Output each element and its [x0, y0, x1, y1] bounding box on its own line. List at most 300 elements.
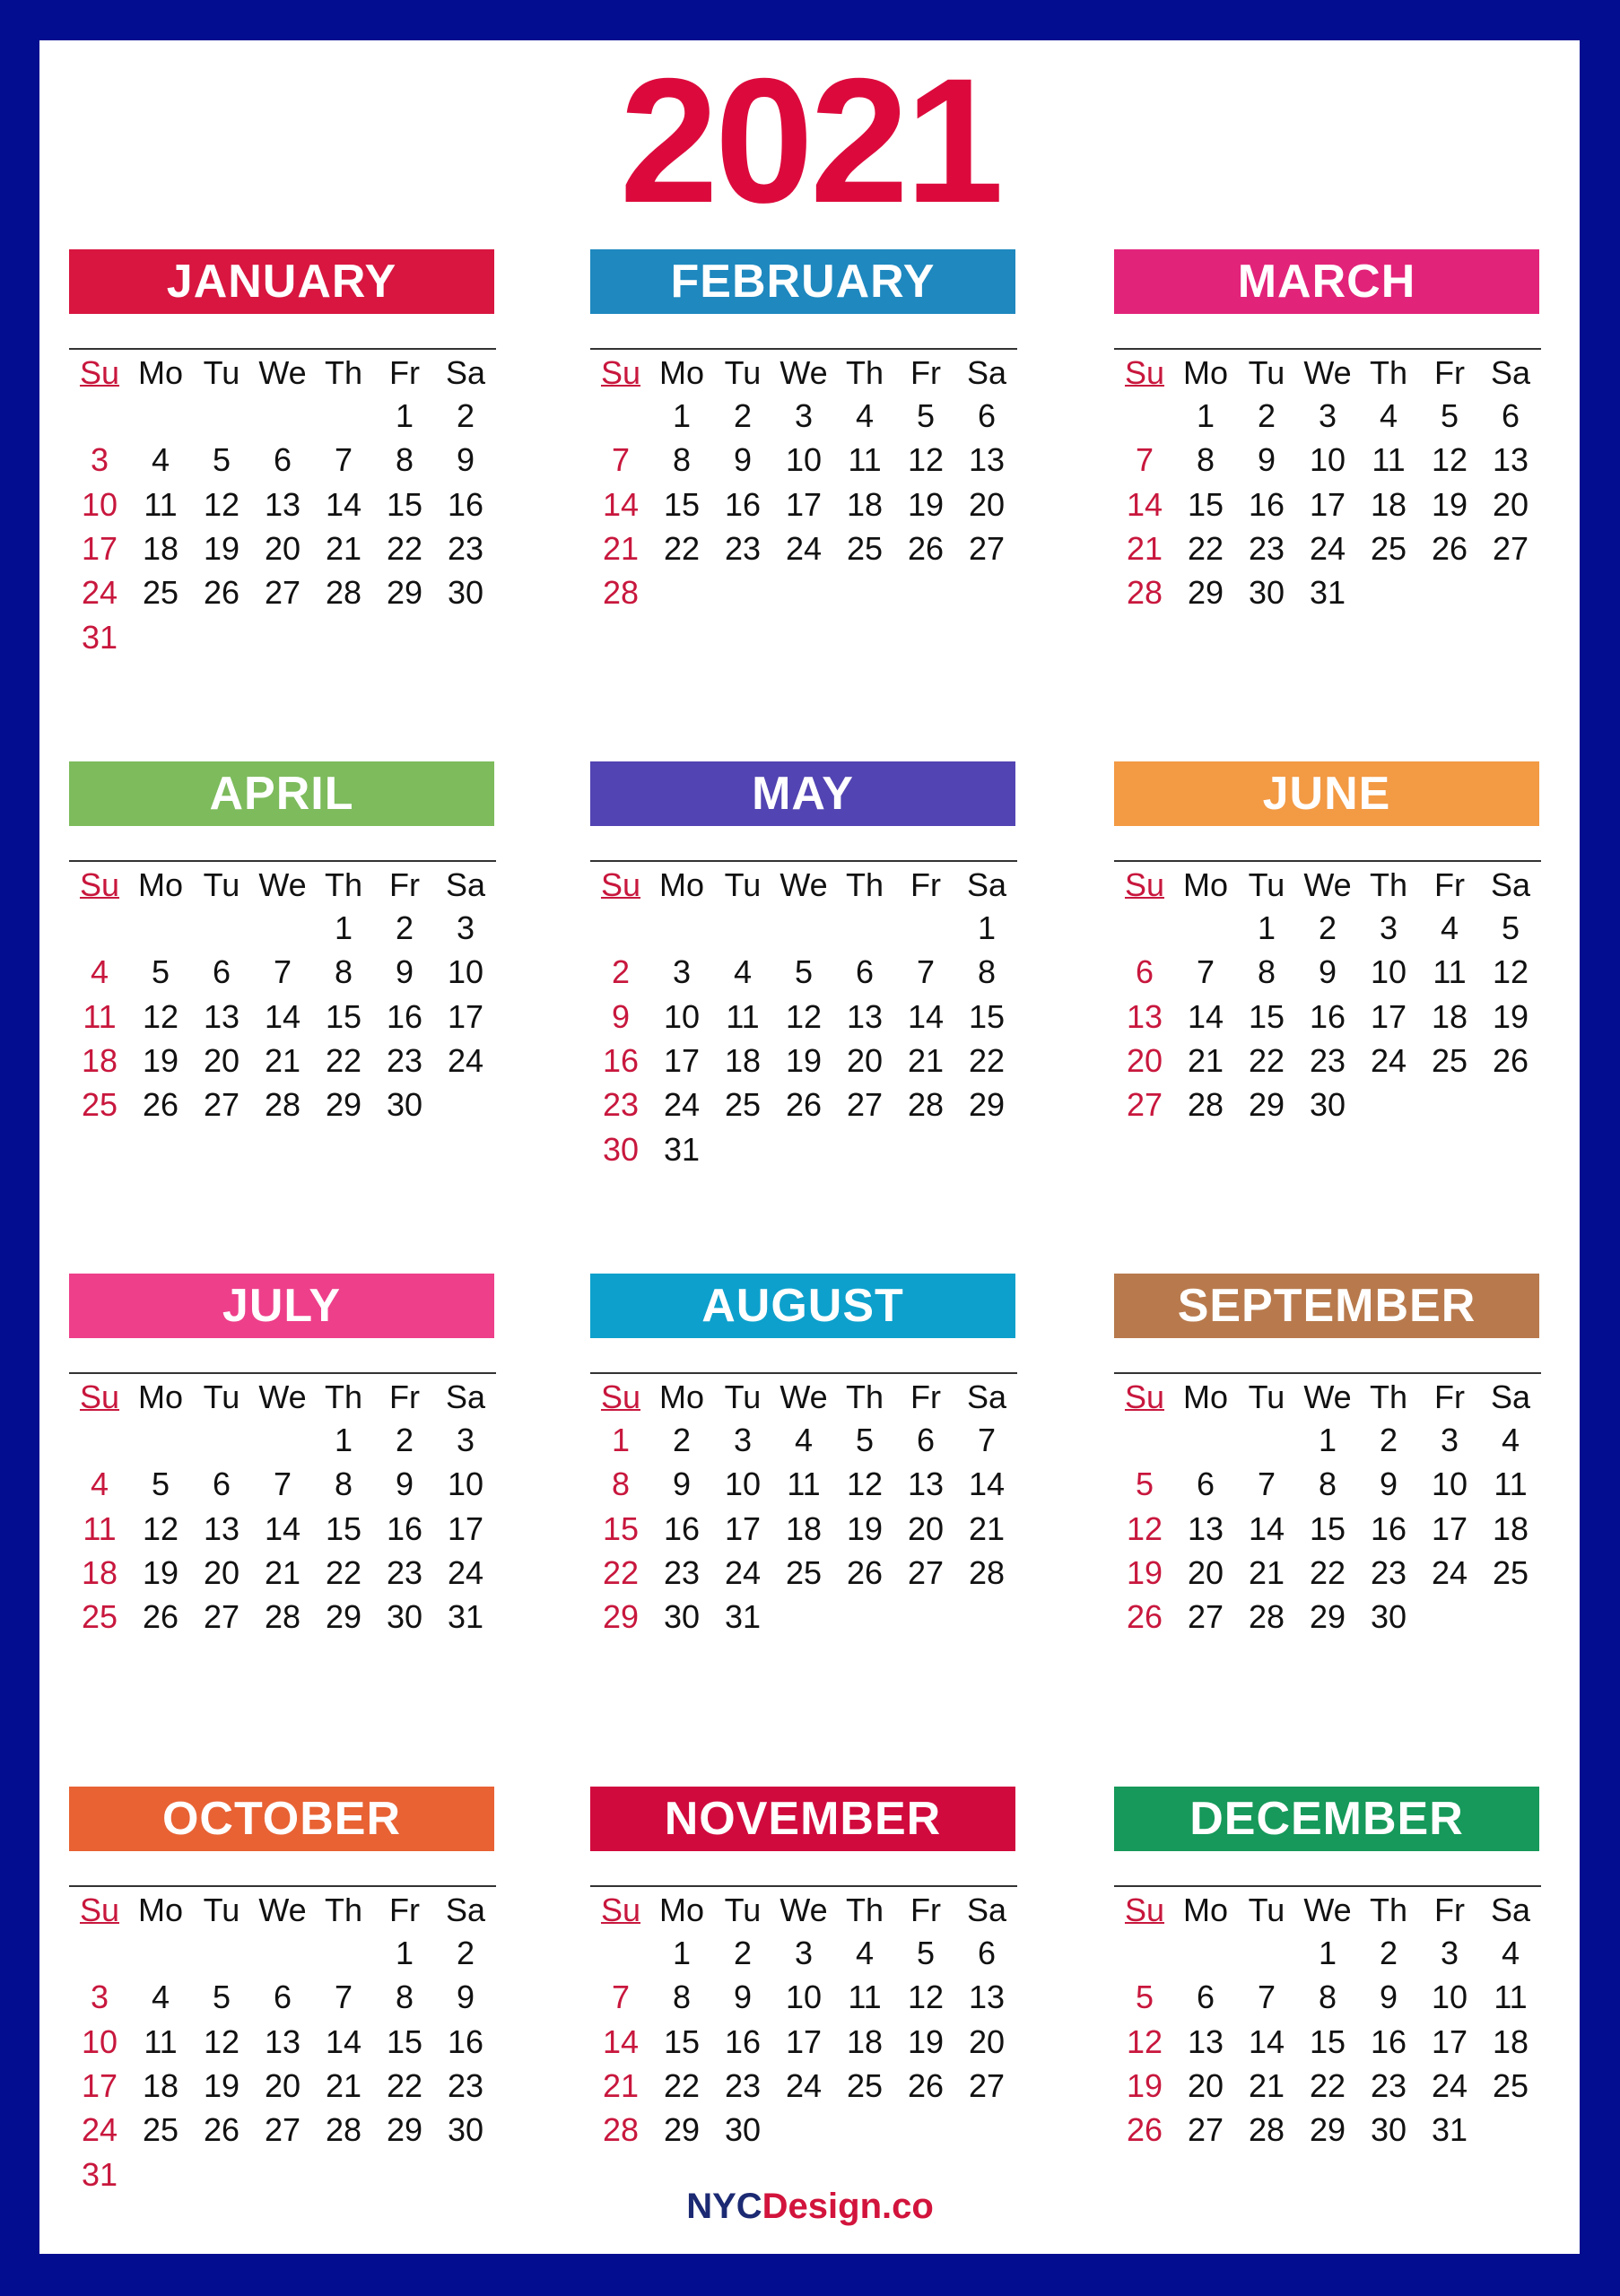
- day-cell: 13: [264, 485, 301, 523]
- day-cell: 20: [968, 2022, 1006, 2060]
- day-cell: 26: [1126, 1598, 1163, 1636]
- weekday-label: Sa: [445, 1892, 486, 1928]
- day-cell: 7: [1135, 441, 1154, 479]
- day-cell: 1: [977, 909, 997, 946]
- weekday-label: Mo: [1182, 354, 1228, 391]
- day-cell: 10: [663, 997, 701, 1035]
- weekday-label: We: [780, 354, 828, 391]
- weekday-rule: [590, 860, 1017, 862]
- day-cell: 17: [785, 485, 823, 523]
- day-cell: 9: [1257, 441, 1276, 479]
- day-cell: 26: [1492, 1041, 1529, 1079]
- weekday-label: Mo: [658, 1892, 704, 1928]
- day-cell: 3: [1440, 1422, 1459, 1458]
- day-cell: 5: [1501, 909, 1520, 946]
- day-cell: 15: [386, 2022, 423, 2060]
- day-cell: 18: [1492, 2022, 1529, 2060]
- day-cell: 30: [1370, 1598, 1407, 1636]
- weekday-label: Su: [1124, 1892, 1165, 1928]
- day-cell: 28: [602, 2111, 640, 2149]
- day-cell: 14: [968, 1465, 1006, 1503]
- day-cell: 30: [1309, 1086, 1346, 1124]
- day-cell: 2: [1379, 1422, 1398, 1458]
- day-cell: 13: [968, 1979, 1006, 2016]
- weekday-label: Tu: [1248, 866, 1285, 903]
- day-cell: 19: [1431, 485, 1468, 523]
- day-cell: 2: [395, 1422, 414, 1458]
- weekday-label: Mo: [658, 354, 704, 391]
- month-june: [1114, 761, 1541, 1246]
- day-cell: 18: [785, 1509, 823, 1547]
- day-cell: 2: [456, 397, 475, 434]
- day-cell: 11: [848, 1979, 882, 2016]
- day-cell: 23: [724, 2066, 762, 2104]
- day-cell: 30: [447, 2111, 484, 2149]
- weekday-label: Th: [845, 354, 884, 391]
- day-cell: 31: [663, 1130, 701, 1168]
- day-cell: 1: [672, 397, 692, 434]
- day-cell: 10: [1431, 1465, 1468, 1503]
- day-cell: 25: [1431, 1041, 1468, 1079]
- day-cell: 28: [325, 2111, 362, 2149]
- day-cell: 21: [1126, 529, 1163, 567]
- day-cell: 22: [1309, 1553, 1346, 1591]
- weekday-label: Th: [1369, 1378, 1407, 1415]
- day-cell: 25: [785, 1553, 823, 1591]
- month-banner: SEPTEMBER: [1114, 1274, 1539, 1338]
- day-cell: 30: [663, 1598, 701, 1636]
- day-cell: 28: [968, 1553, 1006, 1591]
- month-banner: FEBRUARY: [590, 249, 1015, 314]
- day-cell: 23: [1309, 1041, 1346, 1079]
- day-cell: 24: [447, 1041, 484, 1079]
- day-cell: 27: [846, 1086, 884, 1124]
- day-cell: 27: [264, 574, 301, 612]
- day-cell: 8: [611, 1465, 631, 1503]
- day-cell: 29: [968, 1086, 1006, 1124]
- month-july: [69, 1274, 496, 1758]
- day-cell: 18: [142, 529, 179, 567]
- day-cell: 31: [81, 2155, 118, 2193]
- day-cell: 25: [724, 1086, 762, 1124]
- day-cell: 26: [203, 2111, 240, 2149]
- day-cell: 16: [386, 997, 423, 1035]
- day-cell: 15: [663, 2022, 701, 2060]
- day-cell: 27: [1187, 2111, 1224, 2149]
- day-cell: 24: [81, 2111, 118, 2149]
- day-cell: 9: [456, 441, 475, 479]
- weekday-rule: [69, 1372, 496, 1374]
- day-cell: 9: [1318, 953, 1337, 991]
- day-cell: 20: [968, 485, 1006, 523]
- month-january: [69, 249, 496, 734]
- day-cell: 2: [1257, 397, 1276, 434]
- day-cell: 11: [144, 485, 178, 523]
- day-cell: 18: [724, 1041, 762, 1079]
- day-cell: 12: [785, 997, 823, 1035]
- weekday-label: Mo: [658, 1378, 704, 1415]
- day-cell: 7: [1257, 1979, 1276, 2016]
- weekday-label: Mo: [658, 866, 704, 903]
- weekday-label: We: [780, 1378, 828, 1415]
- day-cell: 16: [602, 1041, 640, 1079]
- day-cell: 28: [1248, 2111, 1285, 2149]
- day-cell: 9: [733, 1979, 753, 2016]
- day-cell: 22: [663, 2066, 701, 2104]
- day-cell: 8: [1318, 1979, 1337, 2016]
- brand-part-design: Design.co: [762, 2187, 934, 2226]
- day-cell: 19: [907, 2022, 945, 2060]
- weekday-label: Tu: [724, 1378, 762, 1415]
- day-cell: 29: [325, 1086, 362, 1124]
- day-cell: 1: [395, 397, 414, 434]
- day-cell: 20: [1492, 485, 1529, 523]
- day-cell: 31: [724, 1598, 762, 1636]
- day-cell: 25: [142, 2111, 179, 2149]
- day-cell: 17: [1370, 997, 1407, 1035]
- day-cell: 9: [1379, 1465, 1398, 1503]
- day-cell: 23: [602, 1086, 640, 1124]
- day-cell: 13: [1187, 2022, 1224, 2060]
- day-cell: 14: [1248, 1509, 1285, 1547]
- month-may: [590, 761, 1017, 1246]
- weekday-label: Fr: [910, 1378, 941, 1415]
- day-cell: 6: [1196, 1979, 1215, 2016]
- day-cell: 29: [386, 574, 423, 612]
- weekday-label: We: [1303, 1892, 1352, 1928]
- day-cell: 12: [1492, 953, 1529, 991]
- day-cell: 4: [151, 441, 170, 479]
- day-cell: 29: [1187, 574, 1224, 612]
- day-cell: 14: [602, 2022, 640, 2060]
- day-cell: 5: [151, 953, 170, 991]
- month-banner: MAY: [590, 761, 1015, 826]
- day-cell: 15: [325, 1509, 362, 1547]
- day-cell: 24: [785, 2066, 823, 2104]
- month-banner: DECEMBER: [1114, 1787, 1539, 1851]
- month-banner: OCTOBER: [69, 1787, 494, 1851]
- day-cell: 5: [212, 1979, 231, 2016]
- day-cell: 30: [386, 1086, 423, 1124]
- day-cell: 26: [142, 1086, 179, 1124]
- day-cell: 7: [1196, 953, 1215, 991]
- day-cell: 23: [1370, 1553, 1407, 1591]
- weekday-label: Mo: [137, 354, 183, 391]
- weekday-label: Th: [324, 1892, 362, 1928]
- day-cell: 11: [848, 441, 882, 479]
- day-cell: 16: [663, 1509, 701, 1547]
- weekday-rule: [1114, 1372, 1541, 1374]
- day-cell: 7: [273, 1465, 292, 1503]
- day-cell: 6: [855, 953, 875, 991]
- day-cell: 18: [1492, 1509, 1529, 1547]
- weekday-label: Th: [1369, 354, 1407, 391]
- day-cell: 2: [672, 1422, 692, 1458]
- day-cell: 27: [968, 2066, 1006, 2104]
- weekday-label: Sa: [445, 1378, 486, 1415]
- weekday-rule: [590, 1372, 1017, 1374]
- weekday-label: Sa: [445, 866, 486, 903]
- day-cell: 1: [672, 1935, 692, 1971]
- day-cell: 27: [203, 1086, 240, 1124]
- day-cell: 23: [1248, 529, 1285, 567]
- day-cell: 2: [1318, 909, 1337, 946]
- day-cell: 3: [90, 1979, 109, 2016]
- day-cell: 8: [395, 441, 414, 479]
- day-cell: 20: [907, 1509, 945, 1547]
- day-cell: 3: [794, 397, 814, 434]
- day-cell: 16: [1309, 997, 1346, 1035]
- day-cell: 27: [203, 1598, 240, 1636]
- day-cell: 17: [1431, 2022, 1468, 2060]
- day-cell: 7: [977, 1422, 997, 1458]
- weekday-rule: [590, 1885, 1017, 1887]
- day-cell: 24: [663, 1086, 701, 1124]
- day-cell: 23: [386, 1553, 423, 1591]
- day-cell: 19: [203, 529, 240, 567]
- day-cell: 15: [602, 1509, 640, 1547]
- day-cell: 19: [785, 1041, 823, 1079]
- day-cell: 8: [334, 953, 353, 991]
- day-cell: 19: [846, 1509, 884, 1547]
- weekday-label: We: [258, 1378, 307, 1415]
- day-cell: 25: [81, 1086, 118, 1124]
- day-cell: 20: [1187, 2066, 1224, 2104]
- day-cell: 30: [447, 574, 484, 612]
- day-cell: 11: [83, 1509, 117, 1547]
- day-cell: 12: [203, 485, 240, 523]
- weekday-label: We: [780, 1892, 828, 1928]
- day-cell: 28: [264, 1598, 301, 1636]
- weekday-label: Su: [1124, 866, 1165, 903]
- day-cell: 21: [264, 1041, 301, 1079]
- day-cell: 1: [611, 1422, 631, 1458]
- day-cell: 11: [83, 997, 117, 1035]
- weekday-label: Sa: [966, 866, 1007, 903]
- weekday-label: Fr: [389, 1892, 420, 1928]
- day-cell: 5: [1135, 1979, 1154, 2016]
- weekday-label: Fr: [1434, 866, 1465, 903]
- day-cell: 4: [151, 1979, 170, 2016]
- day-cell: 12: [1126, 1509, 1163, 1547]
- day-cell: 3: [1379, 909, 1398, 946]
- day-cell: 3: [456, 1422, 475, 1458]
- day-cell: 4: [1501, 1935, 1520, 1971]
- day-cell: 26: [907, 529, 945, 567]
- weekday-label: Th: [1369, 1892, 1407, 1928]
- day-cell: 4: [733, 953, 753, 991]
- weekday-label: Su: [79, 1892, 120, 1928]
- day-cell: 17: [724, 1509, 762, 1547]
- day-cell: 18: [142, 2066, 179, 2104]
- day-cell: 31: [447, 1598, 484, 1636]
- day-cell: 13: [907, 1465, 945, 1503]
- day-cell: 6: [1196, 1465, 1215, 1503]
- day-cell: 14: [325, 2022, 362, 2060]
- day-cell: 17: [1431, 1509, 1468, 1547]
- day-cell: 23: [447, 529, 484, 567]
- weekday-label: Tu: [203, 1378, 240, 1415]
- day-cell: 13: [1126, 997, 1163, 1035]
- day-cell: 3: [733, 1422, 753, 1458]
- day-cell: 14: [1126, 485, 1163, 523]
- day-cell: 21: [1248, 2066, 1285, 2104]
- day-cell: 8: [977, 953, 997, 991]
- day-cell: 17: [1309, 485, 1346, 523]
- day-cell: 13: [203, 1509, 240, 1547]
- weekday-label: Sa: [1490, 1378, 1531, 1415]
- month-february: [590, 249, 1017, 734]
- day-cell: 31: [1309, 574, 1346, 612]
- day-cell: 4: [1440, 909, 1459, 946]
- day-cell: 20: [203, 1553, 240, 1591]
- day-cell: 6: [1501, 397, 1520, 434]
- weekday-label: We: [1303, 866, 1352, 903]
- day-cell: 19: [142, 1553, 179, 1591]
- day-cell: 26: [1431, 529, 1468, 567]
- day-cell: 19: [142, 1041, 179, 1079]
- weekday-label: Fr: [1434, 354, 1465, 391]
- day-cell: 29: [1309, 2111, 1346, 2149]
- month-banner: JUNE: [1114, 761, 1539, 826]
- day-cell: 24: [81, 574, 118, 612]
- weekday-label: Su: [600, 1892, 641, 1928]
- day-cell: 18: [846, 485, 884, 523]
- weekday-label: Fr: [910, 866, 941, 903]
- day-cell: 4: [794, 1422, 814, 1458]
- day-cell: 16: [1370, 2022, 1407, 2060]
- weekday-label: Su: [1124, 354, 1165, 391]
- day-cell: 29: [663, 2111, 701, 2149]
- day-cell: 28: [325, 574, 362, 612]
- day-cell: 26: [785, 1086, 823, 1124]
- day-cell: 2: [611, 953, 631, 991]
- month-banner: JULY: [69, 1274, 494, 1338]
- day-cell: 6: [273, 1979, 292, 2016]
- weekday-label: Sa: [966, 354, 1007, 391]
- day-cell: 24: [1309, 529, 1346, 567]
- day-cell: 23: [724, 529, 762, 567]
- day-cell: 23: [386, 1041, 423, 1079]
- weekday-label: Th: [324, 1378, 362, 1415]
- day-cell: 3: [794, 1935, 814, 1971]
- weekday-label: Fr: [389, 1378, 420, 1415]
- day-cell: 24: [1431, 2066, 1468, 2104]
- day-cell: 12: [203, 2022, 240, 2060]
- day-cell: 11: [1372, 441, 1406, 479]
- day-cell: 3: [672, 953, 692, 991]
- day-cell: 27: [907, 1553, 945, 1591]
- weekday-label: Tu: [203, 1892, 240, 1928]
- day-cell: 29: [325, 1598, 362, 1636]
- day-cell: 14: [1187, 997, 1224, 1035]
- day-cell: 8: [1196, 441, 1215, 479]
- day-cell: 5: [1440, 397, 1459, 434]
- weekday-label: Th: [324, 354, 362, 391]
- day-cell: 9: [395, 1465, 414, 1503]
- day-cell: 14: [325, 485, 362, 523]
- day-cell: 13: [968, 441, 1006, 479]
- day-cell: 22: [1248, 1041, 1285, 1079]
- day-cell: 21: [1187, 1041, 1224, 1079]
- day-cell: 25: [81, 1598, 118, 1636]
- day-cell: 3: [1318, 397, 1337, 434]
- day-cell: 20: [264, 2066, 301, 2104]
- day-cell: 7: [334, 1979, 353, 2016]
- month-banner: MARCH: [1114, 249, 1539, 314]
- day-cell: 29: [602, 1598, 640, 1636]
- day-cell: 28: [602, 574, 640, 612]
- weekday-label: Mo: [137, 866, 183, 903]
- weekday-label: We: [258, 1892, 307, 1928]
- weekday-rule: [69, 348, 496, 350]
- day-cell: 26: [203, 574, 240, 612]
- day-cell: 18: [81, 1041, 118, 1079]
- day-cell: 21: [968, 1509, 1006, 1547]
- day-cell: 12: [907, 441, 945, 479]
- day-cell: 28: [1248, 1598, 1285, 1636]
- day-cell: 19: [1126, 1553, 1163, 1591]
- day-cell: 12: [1431, 441, 1468, 479]
- day-cell: 21: [1248, 1553, 1285, 1591]
- day-cell: 10: [785, 1979, 823, 2016]
- day-cell: 16: [447, 2022, 484, 2060]
- day-cell: 17: [81, 2066, 118, 2104]
- day-cell: 10: [1370, 953, 1407, 991]
- day-cell: 26: [907, 2066, 945, 2104]
- day-cell: 15: [1309, 2022, 1346, 2060]
- day-cell: 25: [846, 529, 884, 567]
- day-cell: 30: [724, 2111, 762, 2149]
- day-cell: 10: [1431, 1979, 1468, 2016]
- day-cell: 20: [264, 529, 301, 567]
- brand-footer: [0, 2188, 1620, 2224]
- weekday-label: Th: [1369, 866, 1407, 903]
- day-cell: 10: [724, 1465, 762, 1503]
- day-cell: 27: [264, 2111, 301, 2149]
- weekday-label: Mo: [1182, 866, 1228, 903]
- day-cell: 22: [602, 1553, 640, 1591]
- day-cell: 3: [1440, 1935, 1459, 1971]
- day-cell: 12: [1126, 2022, 1163, 2060]
- day-cell: 22: [968, 1041, 1006, 1079]
- day-cell: 2: [395, 909, 414, 946]
- day-cell: 7: [273, 953, 292, 991]
- day-cell: 8: [672, 1979, 692, 2016]
- day-cell: 4: [1379, 397, 1398, 434]
- day-cell: 5: [1135, 1465, 1154, 1503]
- day-cell: 9: [611, 997, 631, 1035]
- day-cell: 13: [846, 997, 884, 1035]
- weekday-label: Su: [79, 1378, 120, 1415]
- day-cell: 24: [724, 1553, 762, 1591]
- day-cell: 25: [1492, 2066, 1529, 2104]
- day-cell: 30: [386, 1598, 423, 1636]
- day-cell: 17: [447, 1509, 484, 1547]
- weekday-label: Fr: [389, 866, 420, 903]
- day-cell: 2: [1379, 1935, 1398, 1971]
- day-cell: 16: [724, 2022, 762, 2060]
- day-cell: 24: [1370, 1041, 1407, 1079]
- weekday-label: We: [780, 866, 828, 903]
- weekday-label: We: [1303, 354, 1352, 391]
- day-cell: 25: [1492, 1553, 1529, 1591]
- day-cell: 26: [846, 1553, 884, 1591]
- day-cell: 24: [1431, 1553, 1468, 1591]
- day-cell: 15: [1248, 997, 1285, 1035]
- weekday-label: Su: [600, 354, 641, 391]
- day-cell: 5: [794, 953, 814, 991]
